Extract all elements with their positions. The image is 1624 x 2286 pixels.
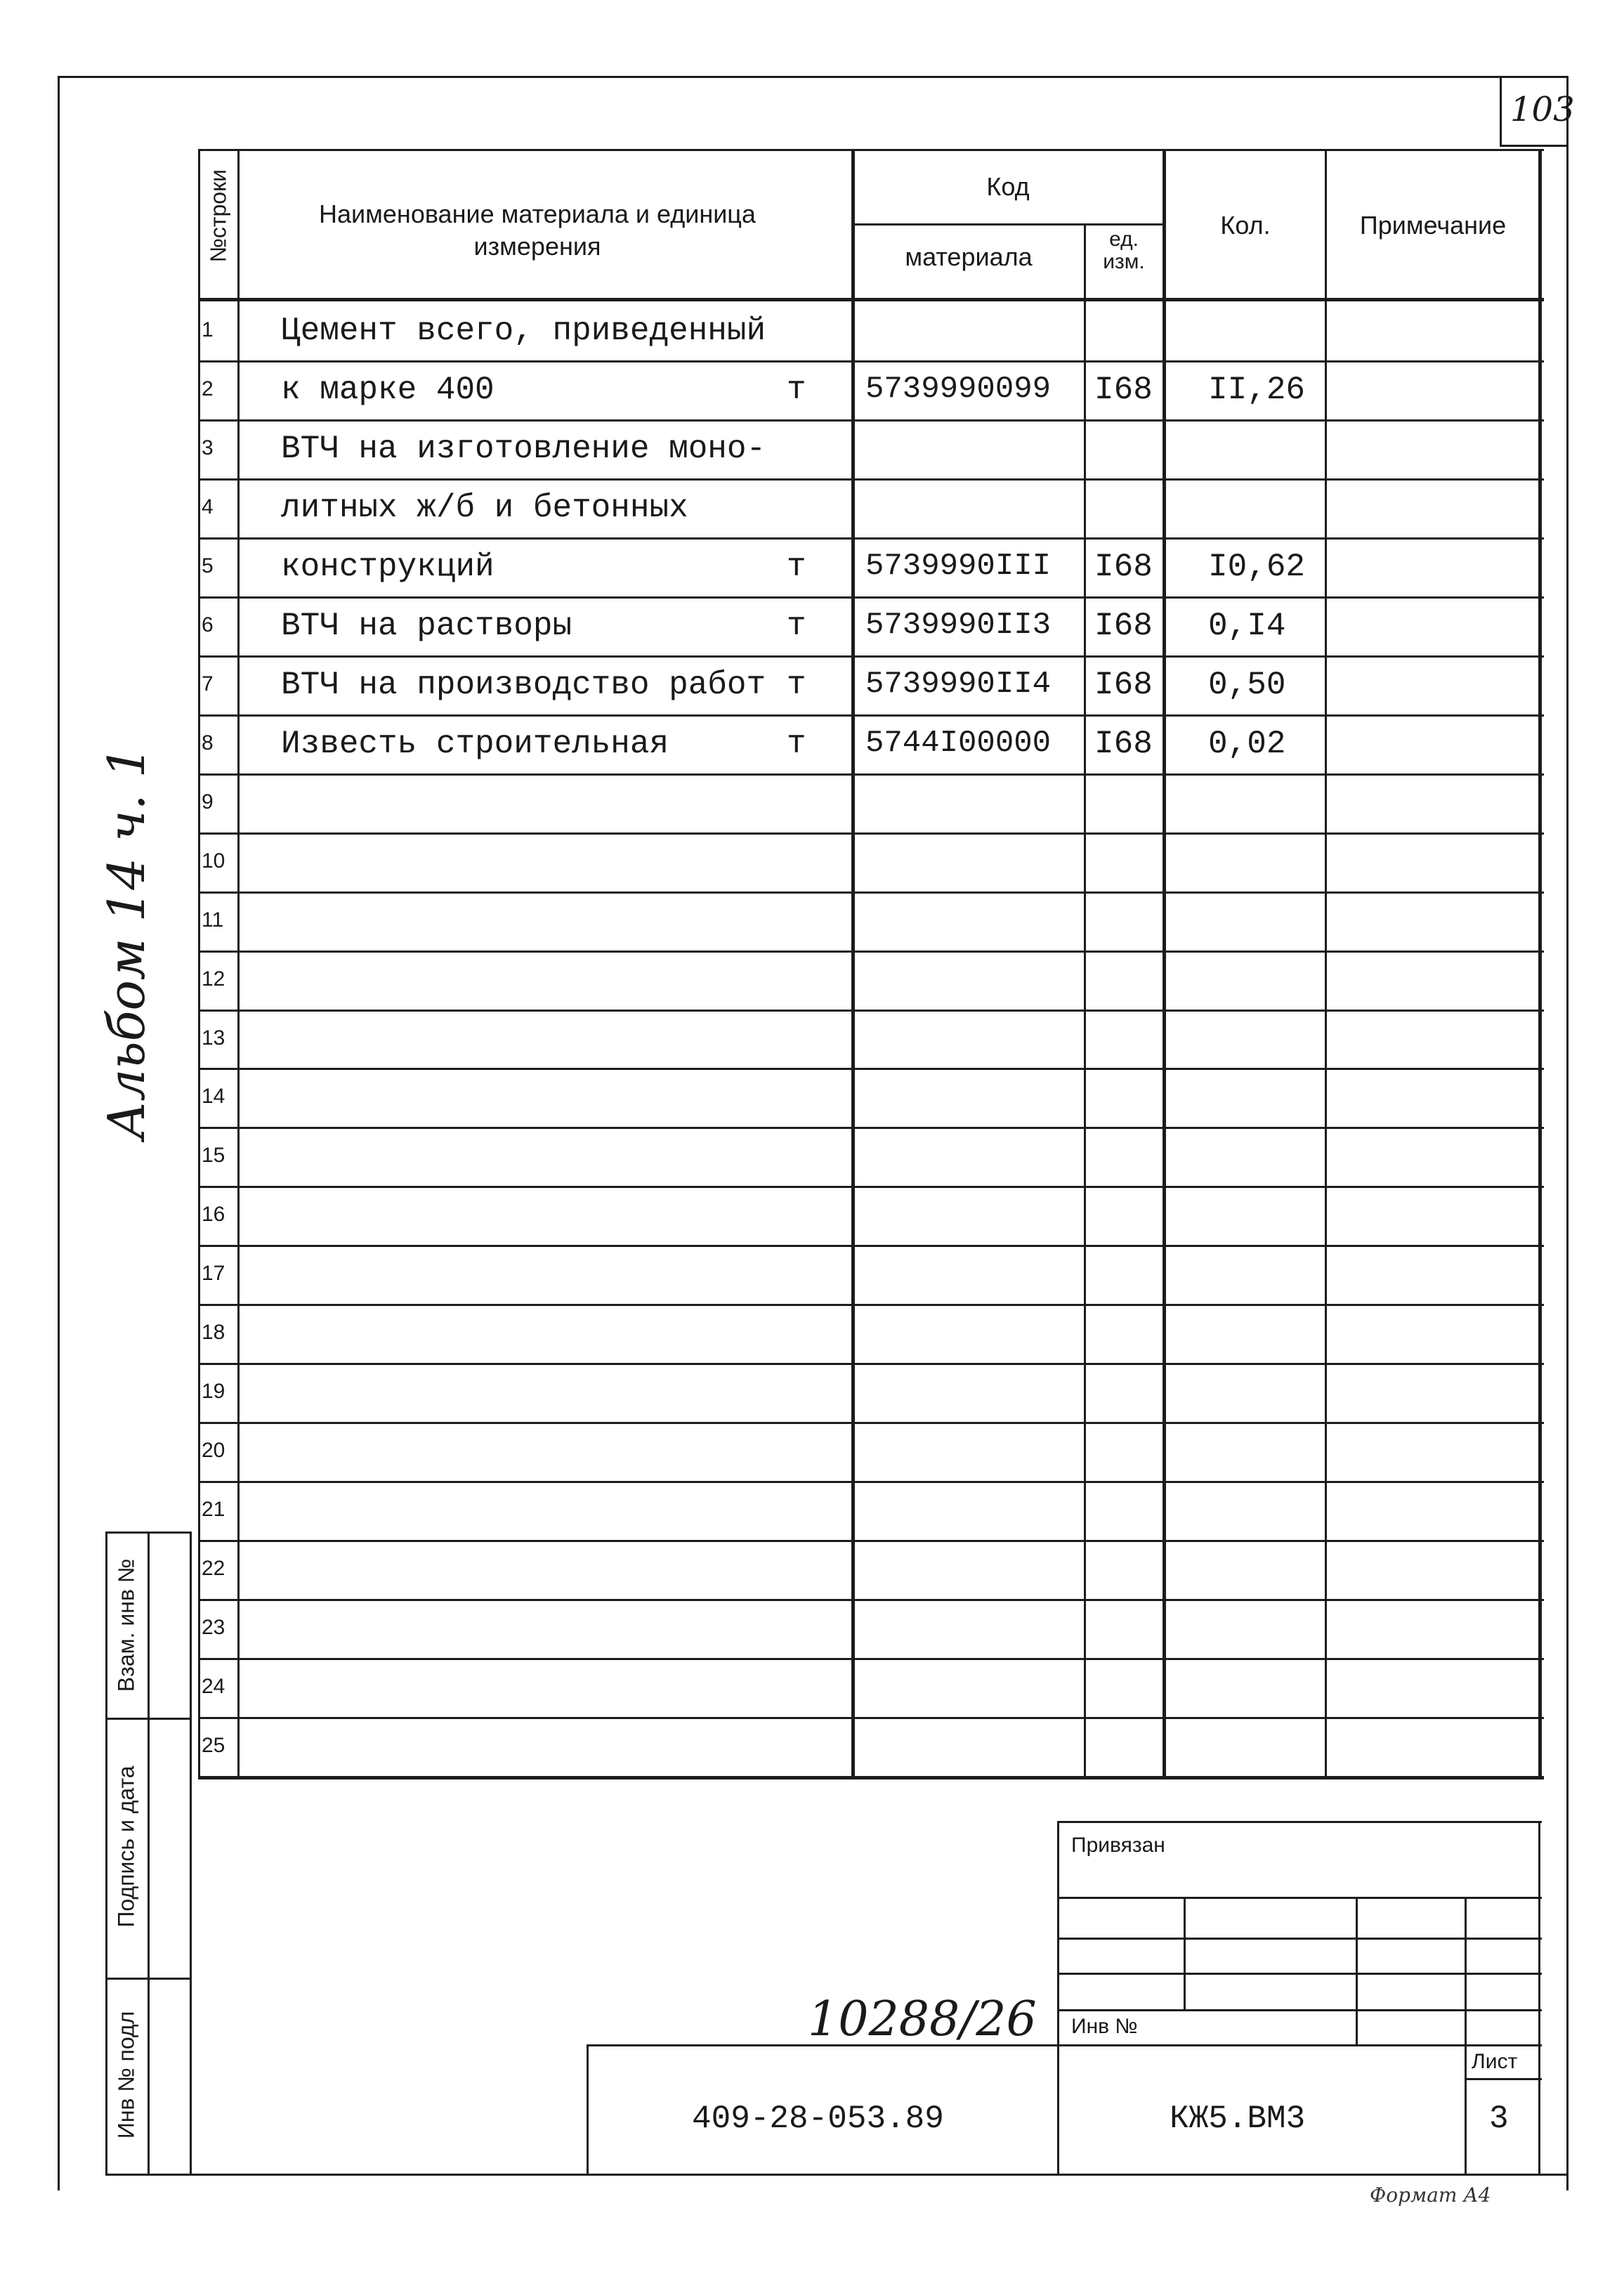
row-divider bbox=[198, 773, 1544, 776]
quantity: II,26 bbox=[1208, 372, 1306, 408]
frame-left bbox=[58, 76, 60, 2190]
unit-letter: т bbox=[787, 372, 806, 408]
row-divider bbox=[198, 1304, 1544, 1306]
format-label: Формат А4 bbox=[1370, 2183, 1491, 2207]
row-number: 22 bbox=[202, 1557, 225, 1580]
row-number: 13 bbox=[202, 1026, 225, 1050]
row-number: 25 bbox=[202, 1734, 225, 1757]
row-divider bbox=[198, 714, 1544, 717]
row-divider bbox=[198, 1127, 1544, 1129]
row-divider bbox=[198, 1717, 1544, 1719]
material-name: к марке 400 bbox=[281, 372, 495, 408]
frame-top bbox=[58, 76, 1568, 78]
material-code: 5739990III bbox=[865, 549, 1052, 584]
quantity: 0,50 bbox=[1208, 667, 1286, 703]
material-code: 5744I00000 bbox=[865, 726, 1052, 761]
sheet-label: Лист bbox=[1472, 2050, 1518, 2073]
doc-number: 409-28-053.89 bbox=[692, 2101, 944, 2137]
row-divider bbox=[198, 1599, 1544, 1601]
header-name: Наименование материала и единица измерения bbox=[319, 200, 756, 261]
material-code: 5739990II4 bbox=[865, 667, 1052, 702]
row-divider bbox=[198, 1010, 1544, 1012]
row-divider bbox=[198, 537, 1544, 540]
quantity: I0,62 bbox=[1208, 549, 1306, 585]
row-divider bbox=[198, 360, 1544, 363]
row-divider bbox=[198, 1422, 1544, 1424]
doc-code: КЖ5.ВМ3 bbox=[1170, 2101, 1306, 2137]
material-name: Известь строительная bbox=[281, 726, 669, 762]
table-top bbox=[198, 149, 1544, 151]
row-divider bbox=[198, 891, 1544, 894]
row-divider bbox=[198, 1540, 1544, 1542]
row-number: 20 bbox=[202, 1439, 225, 1462]
inv-no-label: Инв № bbox=[1071, 2015, 1138, 2038]
stamp-vzam: Взам. инв № bbox=[113, 1558, 139, 1692]
row-number: 10 bbox=[202, 849, 225, 873]
header-row-no: №строки bbox=[205, 169, 231, 263]
row-divider bbox=[198, 951, 1544, 953]
row-number: 7 bbox=[202, 672, 214, 695]
side-handwritten: Альбом 14 ч. 1 bbox=[97, 745, 156, 1139]
frame-right bbox=[1566, 76, 1569, 2190]
row-divider bbox=[198, 832, 1544, 835]
table-bottom bbox=[198, 1776, 1544, 1779]
row-number: 9 bbox=[202, 790, 214, 814]
material-name: ВТЧ на производство работ bbox=[281, 667, 766, 703]
row-number: 21 bbox=[202, 1498, 225, 1521]
row-number: 8 bbox=[202, 731, 214, 755]
row-divider bbox=[198, 655, 1544, 658]
material-name: Цемент всего, приведенный bbox=[281, 313, 766, 349]
row-number: 11 bbox=[202, 908, 224, 932]
frame-bottom bbox=[105, 2174, 1568, 2176]
page-number: 103 bbox=[1510, 90, 1575, 129]
row-number: 16 bbox=[202, 1203, 225, 1226]
material-code: 5739990099 bbox=[865, 372, 1052, 407]
row-number: 14 bbox=[202, 1085, 225, 1108]
row-divider bbox=[198, 1245, 1544, 1247]
unit-code: I68 bbox=[1094, 549, 1153, 585]
row-divider bbox=[198, 1068, 1544, 1070]
header-note: Примечание bbox=[1359, 211, 1507, 240]
unit-code: I68 bbox=[1094, 726, 1153, 762]
unit-letter: т bbox=[787, 549, 806, 585]
row-divider bbox=[198, 1363, 1544, 1365]
material-name: литных ж/б и бетонных bbox=[281, 490, 688, 526]
row-divider bbox=[198, 478, 1544, 481]
row-number: 18 bbox=[202, 1321, 225, 1344]
row-divider bbox=[198, 1186, 1544, 1188]
unit-code: I68 bbox=[1094, 372, 1153, 408]
row-divider bbox=[198, 419, 1544, 422]
header-bottom bbox=[198, 298, 1544, 301]
row-divider bbox=[198, 1481, 1544, 1483]
unit-code: I68 bbox=[1094, 608, 1153, 644]
row-number: 19 bbox=[202, 1380, 225, 1403]
row-number: 12 bbox=[202, 967, 225, 991]
row-number: 5 bbox=[202, 554, 214, 577]
row-number: 17 bbox=[202, 1262, 225, 1285]
row-divider bbox=[198, 1658, 1544, 1660]
row-number: 2 bbox=[202, 377, 214, 400]
privyazan-label: Привязан bbox=[1071, 1834, 1165, 1857]
unit-letter: т bbox=[787, 667, 806, 703]
row-number: 23 bbox=[202, 1616, 225, 1639]
header-qty: Кол. bbox=[1220, 211, 1271, 240]
header-code: Код bbox=[986, 172, 1030, 201]
quantity: 0,02 bbox=[1208, 726, 1286, 762]
stamp-inv-podl: Инв № подл bbox=[113, 2011, 139, 2139]
row-number: 24 bbox=[202, 1675, 225, 1698]
row-number: 3 bbox=[202, 436, 214, 459]
quantity: 0,I4 bbox=[1208, 608, 1286, 644]
header-material: материала bbox=[905, 242, 1033, 271]
row-number: 4 bbox=[202, 495, 214, 518]
unit-letter: т bbox=[787, 608, 806, 644]
handwritten-number: 10288/26 bbox=[808, 1992, 1037, 2047]
sheet-number: 3 bbox=[1489, 2101, 1509, 2137]
unit-code: I68 bbox=[1094, 667, 1153, 703]
material-name: ВТЧ на растворы bbox=[281, 608, 572, 644]
material-name: ВТЧ на изготовление моно- bbox=[281, 431, 766, 467]
row-divider bbox=[198, 596, 1544, 599]
row-number: 6 bbox=[202, 613, 214, 636]
material-code: 5739990II3 bbox=[865, 608, 1052, 643]
material-name: конструкций bbox=[281, 549, 495, 585]
row-number: 1 bbox=[202, 318, 214, 341]
unit-letter: т bbox=[787, 726, 806, 762]
header-unit: ед. изм. bbox=[1103, 228, 1145, 273]
row-number: 15 bbox=[202, 1144, 225, 1167]
stamp-podpis: Подпись и дата bbox=[113, 1765, 139, 1928]
